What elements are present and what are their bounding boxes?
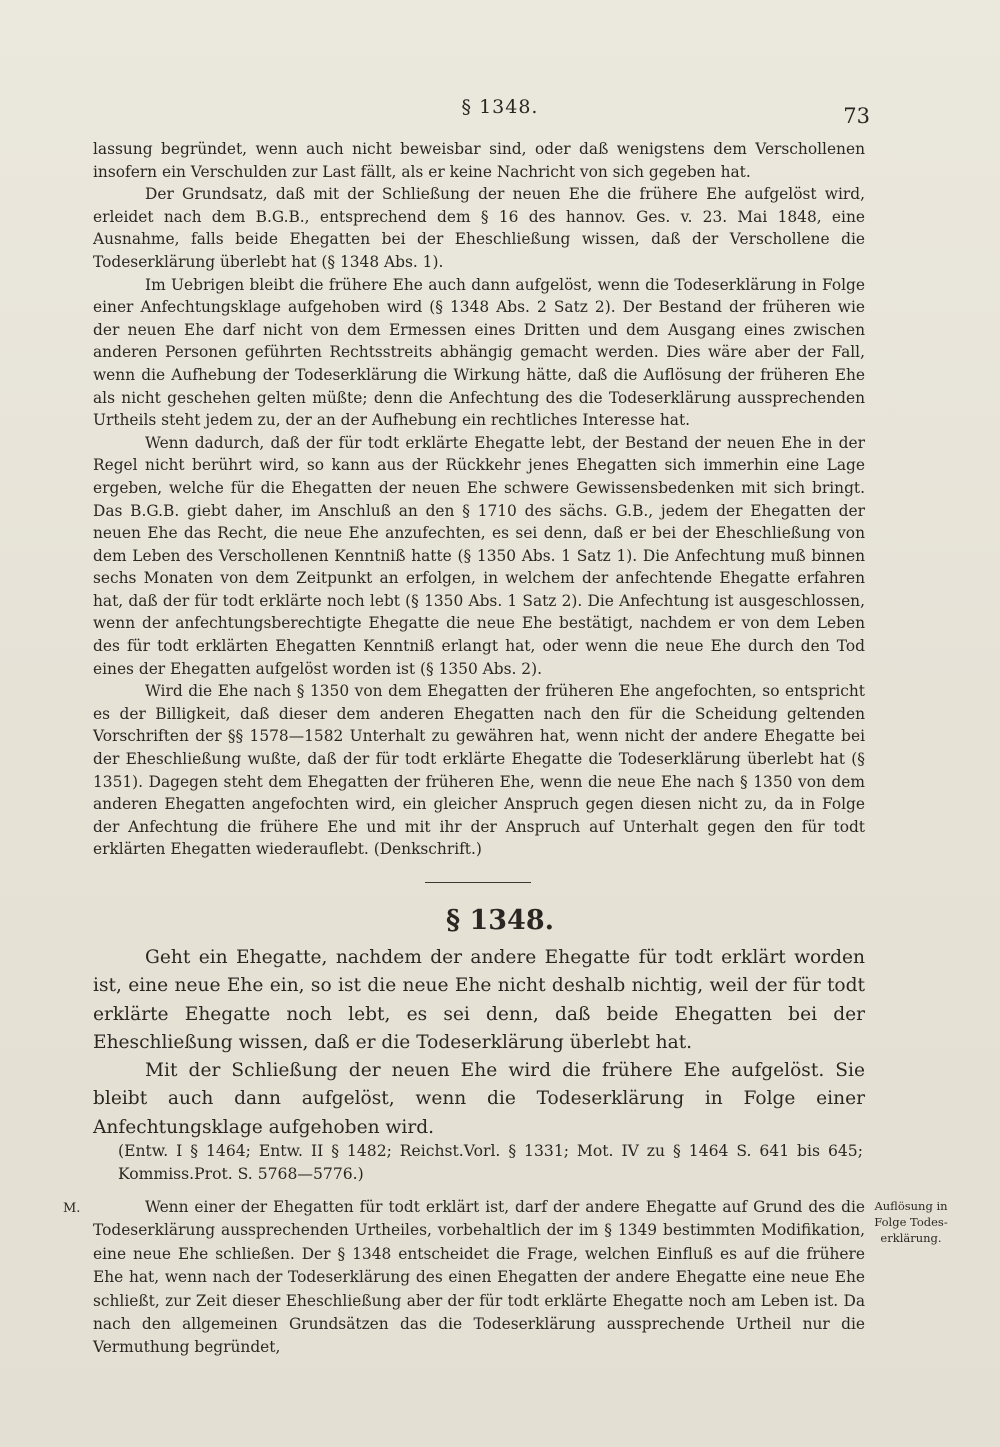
source-references: (Entw. I § 1464; Entw. II § 1482; Reichst.Vorl. § 1331; Mot. IV zu § 1464 S. 641 bis 645; Kommiss.Prot. S. 5768—5776.) <box>118 1142 863 1183</box>
margin-note-line: Auflösung in <box>874 1199 948 1213</box>
statute-text <box>93 944 865 1142</box>
commentary-paragraph: Wird die Ehe nach § 1350 von dem Ehegatten der früheren Ehe angefochten, so entspricht es der Billigkeit, daß dieser dem anderen Ehegatten nach den für die Scheidung geltenden Vorschriften der §§ 1578—1582 Unterhalt zu gewähren hat, wenn nicht der andere Ehegatte bei der Eheschließung wußte, daß der für todt erklärte Ehegatte die Todeserklärung überlebt hat (§ 1351). Dagegen steht dem Ehegatten der früheren Ehe, wenn die neue Ehe nach § 1350 von dem anderen Ehegatten angefochten wird, ein gleicher Anspruch gegen diesen nicht zu, da in Folge der Anfechtung die frühere Ehe und mit ihr der Anspruch auf Unterhalt gegen den für todt erklärten Ehegatten wiederauflebt. (Denkschrift.) <box>93 682 865 859</box>
statute-paragraph: Geht ein Ehegatte, nachdem der andere Ehegatte für todt erklärt worden ist, eine neue Ehe ein, so ist die neue Ehe nicht deshalb nichtig, weil der für todt erklärte Ehegatte noch lebt, es sei denn, daß beide Ehegatten bei der Eheschließung wissen, daß er die Todeserklärung überlebt hat. <box>93 947 865 1053</box>
margin-note-line: Folge Todes- <box>874 1215 948 1229</box>
commentary-text <box>93 138 865 861</box>
section-heading: § 1348. <box>445 905 555 936</box>
commentary-paragraph: lassung begründet, wenn auch nicht beweisbar sind, oder daß wenigstens dem Verschollenen insofern ein Verschulden zur Last fällt, als er keine Nachricht von sich gegeben hat. <box>93 140 865 181</box>
page-number: 73 <box>843 104 870 128</box>
margin-note <box>866 1198 956 1246</box>
motives-text <box>93 1196 865 1360</box>
running-head: § 1348. <box>461 96 539 118</box>
commentary-paragraph: Im Uebrigen bleibt die frühere Ehe auch dann aufgelöst, wenn die Todeserklärung in Folge einer Anfechtungsklage aufgehoben wird (§ 1348 Abs. 2 Satz 2). Der Bestand der früheren wie der neuen Ehe darf nicht von dem Ermessen eines Dritten und dem Ausgang eines zwischen anderen Personen geführten Rechtsstreits abhängig gemacht werden. Dies wäre aber der Fall, wenn die Aufhebung der Todeserklärung die Wirkung hätte, daß die Auflösung der früheren Ehe als nicht geschehen gelten müßte; denn die Anfechtung des die Todeserklärung aussprechenden Urtheils steht jedem zu, der an der Aufhebung ein rechtliches Interesse hat. <box>93 275 865 430</box>
statute-paragraph: Mit der Schließung der neuen Ehe wird die frühere Ehe aufgelöst. Sie bleibt auch dann aufgelöst, wenn die Todeserklärung in Folge einer Anfechtungsklage aufgehoben wird. <box>93 1060 865 1138</box>
motives-paragraph: Wenn einer der Ehegatten für todt erklärt ist, darf der andere Ehegatte auf Grund des die Todeserklärung aussprechenden Urtheiles, vorbehaltlich der im § 1349 bestimmten Modifikation, eine neue Ehe schließen. Der § 1348 entscheidet die Frage, welchen Einfluß es auf die frühere Ehe hat, wenn nach der Todeserklärung des einen Ehegatten der andere Ehegatte eine neue Ehe schließt, zur Zeit dieser Eheschließung aber der für todt erklärte Ehegatte noch am Leben ist. Da nach den allgemeinen Grundsätzen das die Todeserklärung aussprechende Urtheil nur die Vermuthung begründet, <box>93 1198 865 1357</box>
commentary-paragraph: Wenn dadurch, daß der für todt erklärte Ehegatte lebt, der Bestand der neuen Ehe in der Regel nicht berührt wird, so kann aus der Rückkehr jenes Ehegatten sich immerhin eine Lage ergeben, welche für die Ehegatten der neuen Ehe schwere Gewissensbedenken mit sich bringt. Das B.G.B. giebt daher, im Anschluß an den § 1710 des sächs. G.B., jedem der Ehegatten der neuen Ehe das Recht, die neue Ehe anzufechten, es sei denn, daß er bei der Eheschließung von dem Leben des Verschollenen Kenntniß hatte (§ 1350 Abs. 1 Satz 1). Die Anfechtung muß binnen sechs Monaten von dem Zeitpunkt an erfolgen, in welchem der anfechtende Ehegatte erfahren hat, daß der für todt erklärte noch lebt (§ 1350 Abs. 1 Satz 2). Die Anfechtung ist ausgeschlossen, wenn der anfechtungsberechtigte Ehegatte die neue Ehe bestätigt, nachdem er von dem Leben des für todt erklärten Ehegatten Kenntniß erlangt hat, oder wenn die neue Ehe durch den Tod eines der Ehegatten aufgelöst worden ist (§ 1350 Abs. 2). <box>93 433 865 678</box>
motives-marker: M. <box>63 1201 81 1216</box>
commentary-paragraph: Der Grundsatz, daß mit der Schließung der neuen Ehe die frühere Ehe aufgelöst wird, erleidet nach dem B.G.B., entsprechend dem § 16 des hannov. Ges. v. 23. Mai 1848, eine Ausnahme, falls beide Ehegatten bei der Eheschließung wissen, daß der Verschollene die Todeserklärung überlebt hat (§ 1348 Abs. 1). <box>93 185 865 271</box>
margin-note-line: erklärung. <box>880 1231 942 1245</box>
section-divider <box>425 882 531 883</box>
